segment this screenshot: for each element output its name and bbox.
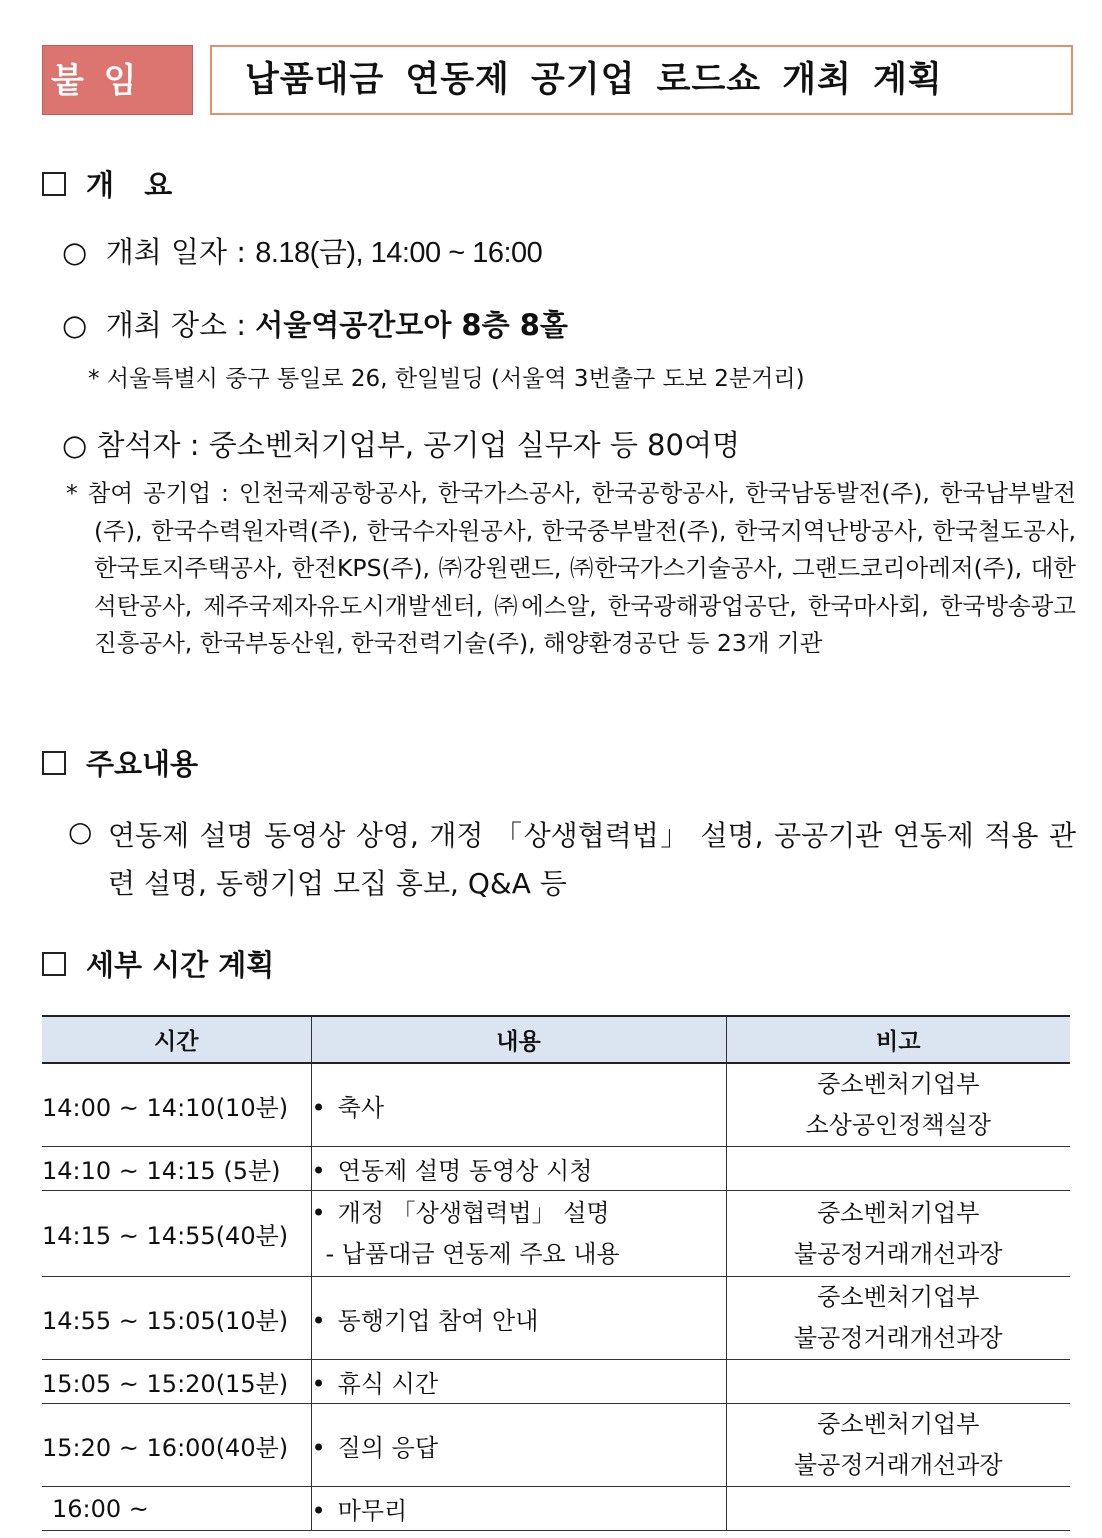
event-date-line [62,230,542,271]
row-note [726,1147,1070,1191]
event-venue-label: ○ 개최 장소 : [62,308,256,342]
column-header-content: 내용 [311,1016,726,1063]
row-content-text: 연동제 설명 동영상 시청 [337,1157,593,1185]
row-note [726,1191,1070,1277]
row-content-text: 마무리 [337,1497,408,1525]
row-note [726,1360,1070,1404]
bullet-dot-icon: • [311,1497,326,1525]
main-content-text: 연동제 설명 동영상 상영, 개정 「상생협력법」 설명, 공공기관 연동제 적용 관련 설명, 동행기업 모집 홍보, Q&A 등 [108,819,1076,900]
row-note [726,1063,1070,1147]
main-content-heading [42,742,198,783]
row-content [311,1277,726,1360]
table-row [42,1277,1070,1360]
event-venue-line [62,303,568,344]
column-header-time: 시간 [42,1016,311,1063]
row-note [726,1404,1070,1487]
overview-heading [42,163,172,204]
bullet-dot-icon: • [311,1093,326,1122]
schedule-header-row [42,1016,1070,1063]
row-note [726,1277,1070,1360]
venue-address-note: * 서울특별시 중구 통일로 26, 한일빌딩 (서울역 3번출구 도보 2분거리) [88,366,805,392]
main-content-heading-text: 주요내용 [86,747,199,781]
row-note-org: 중소벤처기업부 [817,1198,980,1227]
row-time: 14:15 ~ 14:55(40분) [42,1191,311,1277]
attachment-badge: 붙 임 [42,45,193,115]
table-row [42,1487,1070,1531]
row-note-title: 불공정거래개선과장 [793,1324,1003,1352]
bullet-dot-icon: • [311,1370,326,1398]
row-time: 15:20 ~ 16:00(40분) [42,1404,311,1487]
schedule-heading-text: 세부 시간 계획 [86,948,275,982]
row-content [311,1360,726,1404]
document-title: 납품대금 연동제 공기업 로드쇼 개최 계획 [210,45,1073,115]
row-content-subitem: - 납품대금 연동제 주요 내용 [325,1239,620,1268]
row-content [311,1191,726,1277]
schedule-table [42,1015,1070,1531]
row-content-text: 개정 「상생협력법」 설명 [337,1198,610,1227]
row-content [311,1063,726,1147]
row-content [311,1487,726,1531]
overview-heading-text: 개 요 [86,168,173,202]
bullet-dot-icon: • [311,1306,326,1335]
row-content-text: 축사 [337,1093,385,1122]
table-row [42,1360,1070,1404]
event-date-label: ○ 개최 일자 : [62,235,256,269]
bullet-dot-icon: • [311,1198,326,1227]
row-time: 14:00 ~ 14:10(10분) [42,1063,311,1147]
row-content-text: 휴식 시간 [337,1370,439,1398]
table-row [42,1191,1070,1277]
participating-companies-note: * 참여 공기업 : 인천국제공항공사, 한국가스공사, 한국공항공사, 한국남동발전(주), 한국남부발전(주), 한국수력원자력(주), 한국수자원공사, 한국중부발전(주), 한국지역난방공사, 한국철도공사, 한국토지주택공사, 한전KPS(주), ㈜강원랜드, ㈜한국가스기술공사, 그랜드코리아레저(주), 대한석탄공사, 제주국제자유도시개발센터, ㈜에스알, 한국광해광업공단, 한국마사회, 한국방송광고진흥공사, 한국부동산원, 한국전력기술(주), 해양환경공단 등 23개 기관 [66,479,1076,657]
checkbox-square-icon [42,751,66,775]
row-note-title: 불공정거래개선과장 [793,1239,1003,1268]
table-row [42,1404,1070,1487]
table-row [42,1147,1070,1191]
main-content-bullet: ○ [68,815,93,848]
row-note-title: 불공정거래개선과장 [793,1451,1003,1479]
row-note-org: 중소벤처기업부 [817,1410,980,1438]
table-row [42,1063,1070,1147]
row-note-org: 중소벤처기업부 [817,1070,980,1098]
bullet-dot-icon: • [311,1433,326,1462]
row-note [726,1487,1070,1531]
row-time: 16:00 ~ [42,1487,311,1531]
row-content [311,1147,726,1191]
row-content [311,1404,726,1487]
event-venue-value: 서울역공간모아 8층 8홀 [255,308,568,342]
schedule-heading [42,943,274,984]
bullet-dot-icon: • [311,1157,326,1185]
row-time: 15:05 ~ 15:20(15분) [42,1360,311,1404]
column-header-note: 비고 [726,1016,1070,1063]
row-content-text: 질의 응답 [337,1433,439,1462]
row-note-title: 소상공인정책실장 [805,1111,991,1139]
row-note-org: 중소벤처기업부 [817,1283,980,1311]
row-time: 14:55 ~ 15:05(10분) [42,1277,311,1360]
checkbox-square-icon [42,952,66,976]
attendees-line: ○ 참석자 : 중소벤처기업부, 공기업 실무자 등 80여명 [62,428,740,462]
checkbox-square-icon [42,172,66,196]
row-content-text: 동행기업 참여 안내 [337,1306,539,1335]
row-time: 14:10 ~ 14:15 (5분) [42,1147,311,1191]
event-date-value: 8.18(금), 14:00 ~ 16:00 [255,237,543,269]
